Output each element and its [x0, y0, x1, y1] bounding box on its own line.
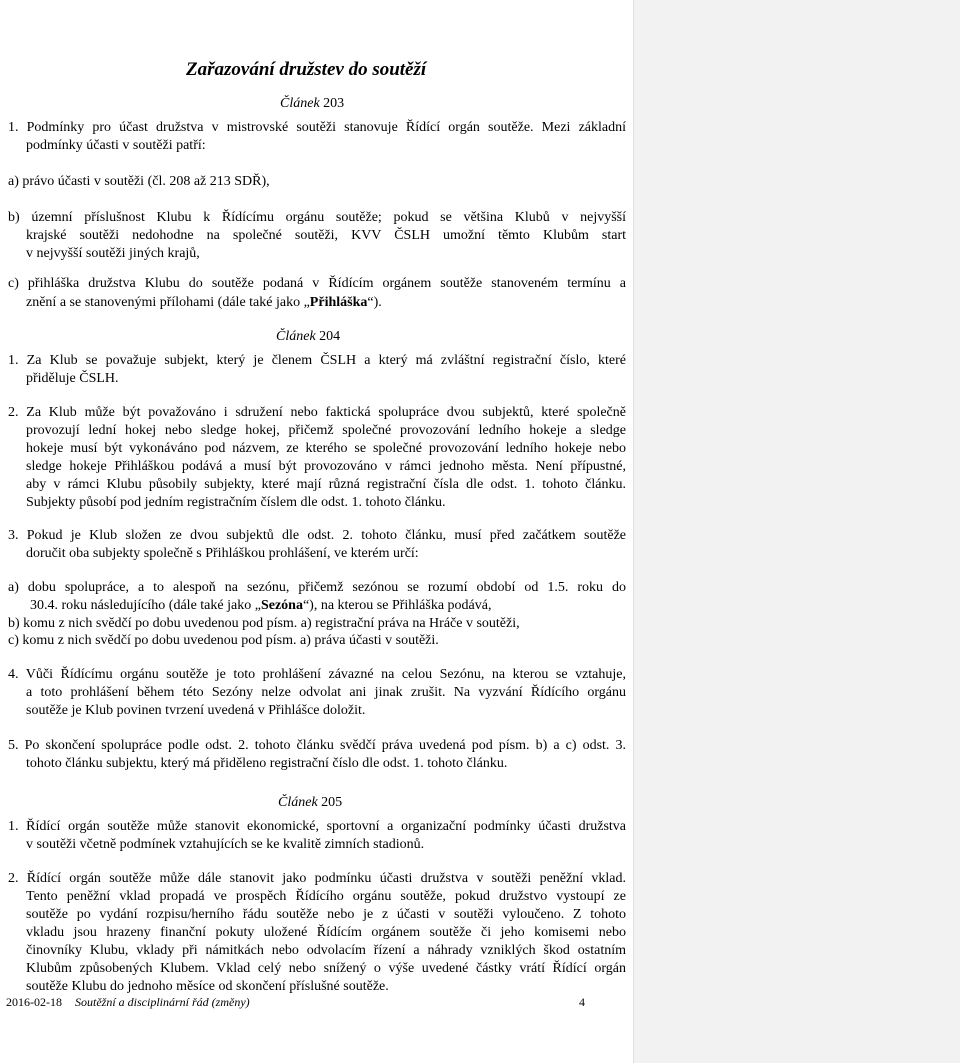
art204-p3-line2: doručit oba subjekty společně s Přihláškou prohlášení, ve kterém určí:	[26, 546, 419, 561]
art205-p2-line1: 2. Řídící orgán soutěže může dále stanovit jako podmínku účasti družstva v soutěži peněžní vklad.	[8, 871, 626, 886]
art204-p2-line5: aby v rámci Klubu působily subjekty, které mají různá registrační čísla dle odst. 1. tohoto článku.	[26, 477, 626, 492]
art204-p4-line1: 4. Vůči Řídícímu orgánu soutěže je toto prohlášení závazné na celou Sezónu, na kterou se vztahuje,	[8, 667, 626, 682]
art205-p2-line3: soutěže po vydání rozpisu/herního řádu soutěže nebo je z účasti v soutěži vyloučeno. Z tohoto	[26, 907, 626, 922]
art204-a-line2: 30.4. roku následujícího (dále také jako „Sezóna“), na kterou se Přihláška podává,	[30, 598, 492, 613]
art204-p2-line2: provozují lední hokej nebo sledge hokej, přičemž společné provozování ledního hokeje a sledge	[26, 423, 626, 438]
art203-p1-line1: 1. Podmínky pro účast družstva v mistrovské soutěži stanovuje Řídící orgán soutěže. Mezi základní	[8, 120, 626, 135]
art204-a-line1: a) dobu spolupráce, a to alespoň na sezónu, přičemž sezónou se rozumí období od 1.5. roku do	[8, 580, 626, 595]
art205-p2-line6: Klubům způsobených Klubem. Vklad celý nebo snížený o výše uvedené částky vrátí Řídící orgán	[26, 961, 626, 976]
art205-p2-line5: činovníky Klubu, vklady při námitkách nebo odvolacím řízení a náhrady vzniklých škod ostatním	[26, 943, 626, 958]
art204-p2-line4: sledge hokeje Přihláškou podává a musí být provozováno v rámci jednoho města. Není přípustné,	[26, 459, 626, 474]
footer-date: 2016-02-18	[6, 995, 62, 1009]
art205-p2-line4: vkladu jsou hrazeny finanční pokuty uložené Řídícím orgánem soutěže či jeho komisemi nebo	[26, 925, 626, 940]
art204-p4-line3: soutěže je Klub povinen tvrzení uvedená v Přihlášce doložit.	[26, 703, 366, 718]
art203-c-line1: c) přihláška družstva Klubu do soutěže podaná v Řídícím orgánem soutěže stanoveném termínu a	[8, 276, 626, 291]
art204-p5-line2: tohoto článku subjektu, který má přiděleno registrační číslo dle odst. 1. tohoto článku.	[26, 756, 508, 771]
art204-p2-line1: 2. Za Klub může být považováno i sdružení nebo faktická spolupráce dvou subjektů, které společně	[8, 405, 626, 420]
art204-p2-line3: hokeje musí být vykonáváno pod názvem, ze kterého se společné provozování ledního hokeje nebo	[26, 441, 626, 456]
art204-p5-line1: 5. Po skončení spolupráce podle odst. 2. tohoto článku svědčí práva uvedená pod písm. b) a c) odst. 3.	[8, 738, 626, 753]
comment-margin-pane	[634, 0, 960, 1063]
art203-a-line1: a) právo účasti v soutěži (čl. 208 až 213 SDŘ),	[8, 174, 270, 189]
art204-p2-line6: Subjekty působí pod jedním registračním číslem dle odst. 1. tohoto článku.	[26, 495, 446, 510]
art203-b-line2: krajské soutěži nedohodne na společné soutěži, KVV ČSLH umožní těmto Klubům start	[26, 228, 626, 243]
art203-p1-line2: podmínky účasti v soutěži patří:	[26, 138, 206, 153]
art203-b-line1: b) územní příslušnost Klubu k Řídícímu orgánu soutěže; pokud se většina Klubů v nejvyšší	[8, 210, 626, 225]
art205-p1-line2: v soutěži včetně podmínek vztahujících se ke kvalitě zimních stadionů.	[26, 837, 425, 852]
article-203-heading: Článek 203	[280, 96, 345, 111]
art205-p1-line1: 1. Řídící orgán soutěže může stanovit ekonomické, sportovní a organizační podmínky účasti družstva	[8, 819, 626, 834]
footer-doc-name: Soutěžní a disciplinární řád (změny)	[75, 995, 250, 1009]
footer-page-number: 4	[579, 995, 585, 1009]
art205-p2-line7: soutěže Klubu do jednoho měsíce od skončení příslušné soutěže.	[26, 979, 389, 994]
article-205-heading: Článek 205	[278, 795, 343, 810]
art204-p1-line2: přiděluje ČSLH.	[26, 371, 119, 386]
art204-p4-line2: a toto prohlášení během této Sezóny nelze odvolat ani jinak zrušit. Na vyzvání Řídícího orgánu	[26, 685, 626, 700]
art204-p3-line1: 3. Pokud je Klub složen ze dvou subjektů dle odst. 2. tohoto článku, musí před začátkem soutěže	[8, 528, 626, 543]
art205-p2-line2: Tento peněžní vklad propadá ve prospěch Řídícího orgánu soutěže, pokud družstvo vystoupí ze	[26, 889, 626, 904]
art204-c-line1: c) komu z nich svědčí po dobu uvedenou pod písm. a) práva účasti v soutěži.	[8, 633, 439, 648]
art203-c-line2: znění a se stanovenými přílohami (dále také jako „Přihláška“).	[26, 295, 382, 310]
art203-b-line3: v nejvyšší soutěži jiných krajů,	[26, 246, 200, 261]
art204-b-line1: b) komu z nich svědčí po dobu uvedenou pod písm. a) registrační práva na Hráče v soutěži,	[8, 616, 520, 631]
article-204-heading: Článek 204	[276, 329, 341, 344]
art204-p1-line1: 1. Za Klub se považuje subjekt, který je členem ČSLH a který má zvláštní registrační číslo, které	[8, 353, 626, 368]
document-title: Zařazování družstev do soutěží	[186, 59, 427, 80]
